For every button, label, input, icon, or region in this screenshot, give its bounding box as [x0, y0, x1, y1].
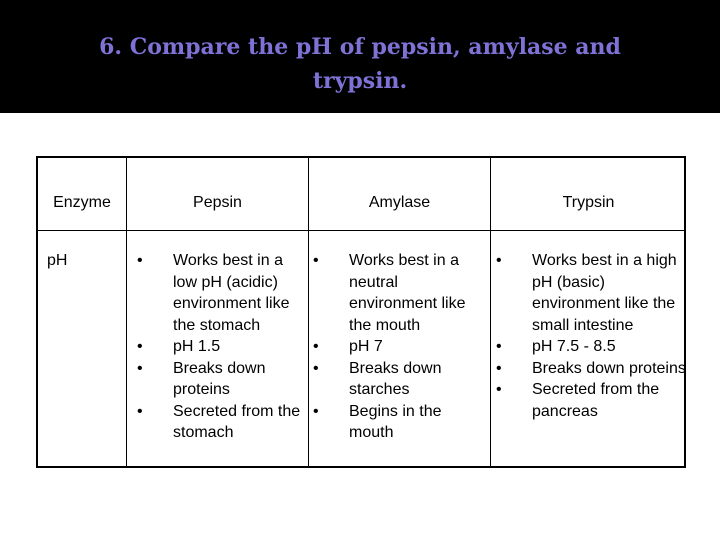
bullet-text: pH 7 — [349, 338, 383, 355]
bullet-text: pH 7.5 - 8.5 — [532, 338, 616, 355]
bullet-text: Works best in a low pH (acidic) environment like the stomach — [173, 252, 290, 334]
bullet-icon: • — [137, 252, 143, 269]
slide-title-line-1: 6. Compare the pH of pepsin, amylase and — [99, 34, 621, 60]
header-divider — [38, 230, 684, 231]
bullet-text: Begins in the mouth — [349, 402, 442, 441]
list-item — [137, 358, 307, 401]
list-item — [137, 401, 307, 444]
amylase-points — [313, 250, 489, 444]
trypsin-cell — [496, 250, 686, 422]
bullet-icon: • — [496, 252, 502, 269]
bullet-text: Works best in a high pH (basic) environment like the small intestine — [532, 252, 677, 334]
header-trypsin: Trypsin — [562, 194, 615, 211]
list-item — [313, 336, 489, 358]
list-item — [496, 358, 686, 380]
pepsin-points — [137, 250, 307, 444]
bullet-text: Secreted from the stomach — [173, 402, 301, 441]
bullet-icon: • — [137, 402, 143, 420]
bullet-icon: • — [313, 338, 319, 355]
list-item — [313, 358, 489, 401]
bullet-icon: • — [496, 359, 502, 377]
bullet-icon: • — [496, 338, 502, 355]
bullet-text: pH 1.5 — [173, 338, 221, 355]
bullet-text: Breaks down proteins — [532, 359, 686, 377]
list-item — [137, 250, 307, 336]
header-amylase: Amylase — [368, 194, 431, 211]
list-item — [137, 336, 307, 358]
slide-title — [60, 30, 660, 98]
amylase-cell — [313, 250, 489, 444]
header-pepsin: Pepsin — [193, 194, 242, 211]
list-item — [496, 250, 686, 336]
list-item — [496, 379, 686, 422]
header-enzyme: Enzyme — [53, 194, 111, 211]
slide-title-line-2: trypsin. — [312, 68, 408, 94]
bullet-text: Breaks down proteins — [173, 359, 266, 398]
list-item — [313, 401, 489, 444]
bullet-icon: • — [137, 359, 143, 377]
bullet-icon: • — [313, 359, 319, 377]
list-item — [313, 250, 489, 336]
bullet-text: Works best in a neutral environment like the mouth — [349, 252, 466, 334]
comparison-table — [36, 156, 686, 468]
pepsin-cell — [137, 250, 307, 444]
trypsin-points — [496, 250, 686, 422]
bullet-icon: • — [496, 381, 502, 398]
bullet-icon: • — [313, 402, 319, 420]
row-label-ph: pH — [47, 252, 68, 269]
bullet-text: Breaks down starches — [349, 359, 442, 398]
bullet-icon: • — [137, 338, 143, 355]
bullet-text: Secreted from the pancreas — [532, 381, 660, 420]
list-item — [496, 336, 686, 358]
bullet-icon: • — [313, 252, 319, 269]
